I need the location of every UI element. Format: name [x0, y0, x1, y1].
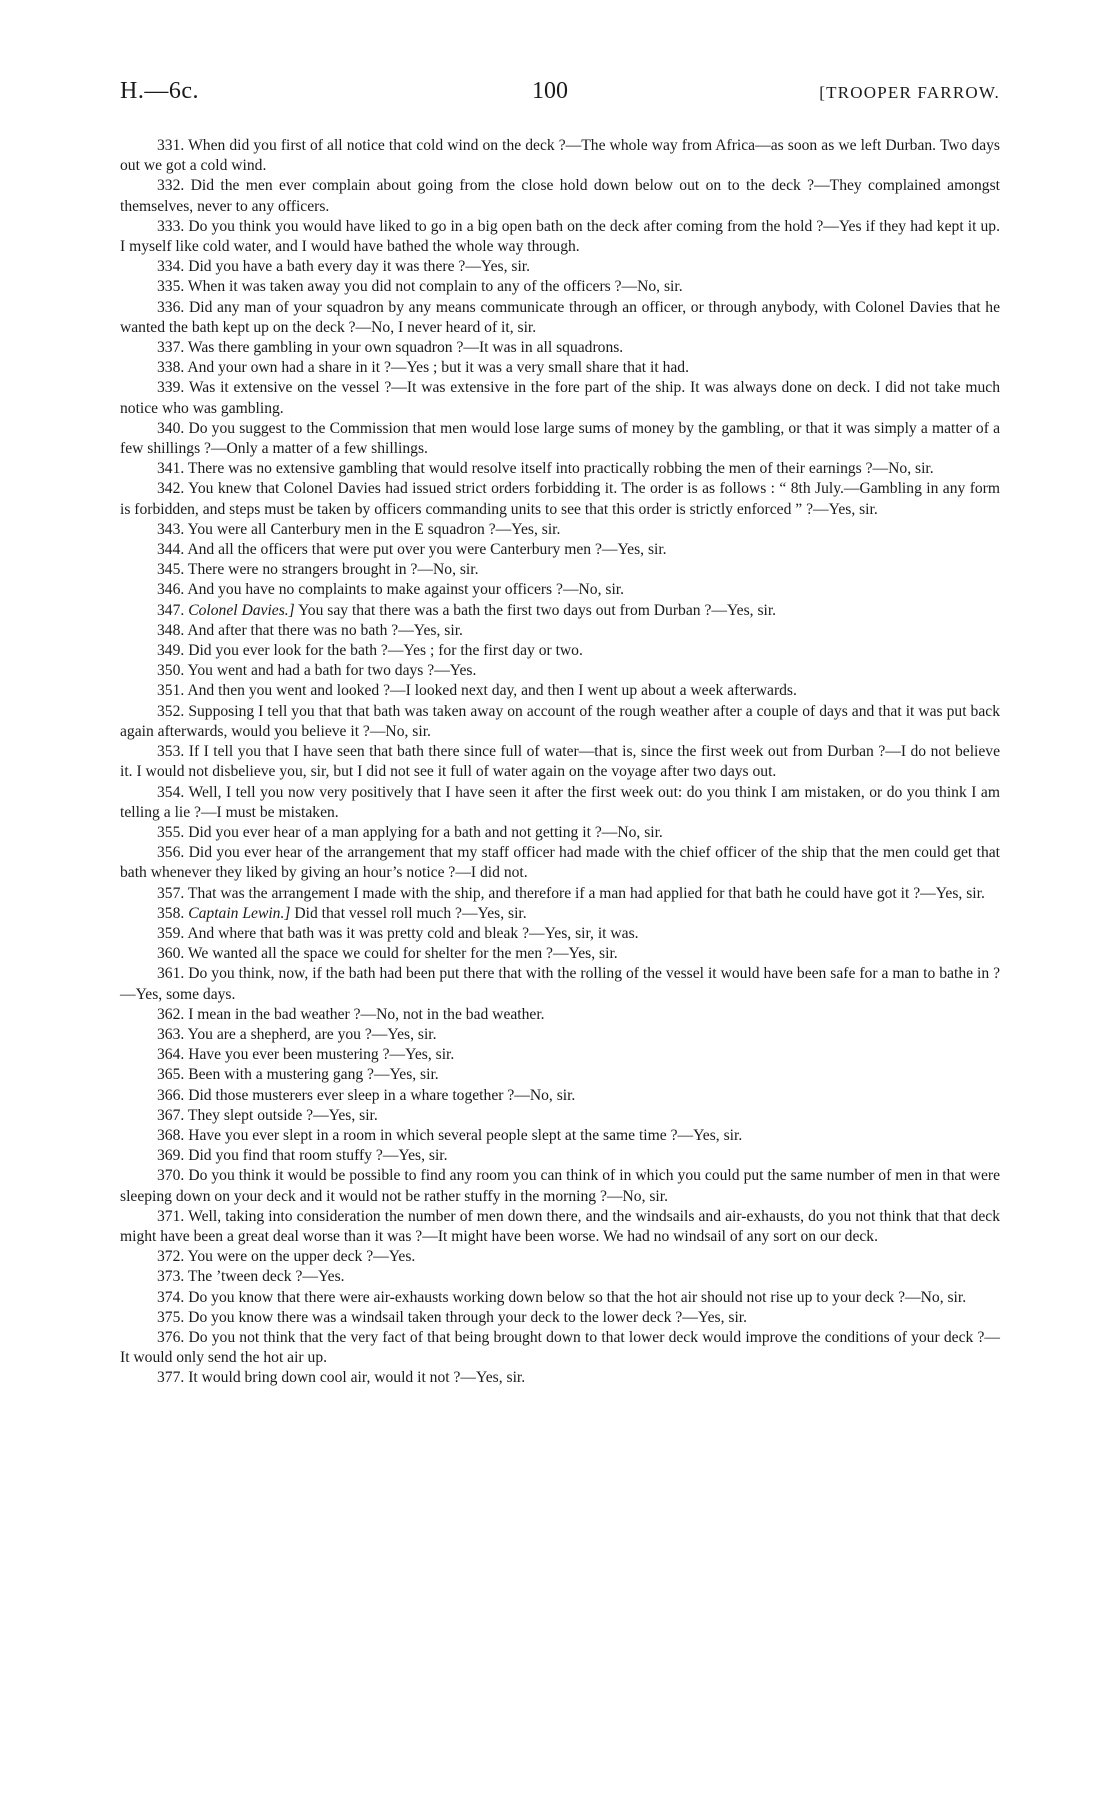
question-number: 332. [157, 177, 185, 195]
question-answer-text: And you have no complaints to make against your officers ?—No, sir. [187, 581, 625, 599]
question-answer-text: Did any man of your squadron by any means communicate through an officer, or through anybody, with Colonel Davies that he wanted the bath kept up on the deck ?—No, I never heard of it, sir. [120, 298, 1000, 336]
question-answer-text: Did you have a bath every day it was there ?—Yes, sir. [188, 258, 531, 276]
testimony-paragraph [120, 580, 1000, 600]
question-number: 355. [157, 823, 185, 841]
testimony-paragraph [120, 358, 1000, 378]
question-answer-text: You say that there was a bath the first two days out from Durban ?—Yes, sir. [298, 601, 777, 619]
question-answer-text: Been with a mustering gang ?—Yes, sir. [188, 1066, 439, 1084]
testimony-paragraph [120, 1126, 1000, 1146]
testimony-paragraph [120, 843, 1000, 883]
question-answer-text: Did you find that room stuffy ?—Yes, sir. [188, 1147, 448, 1165]
testimony-paragraph [120, 1086, 1000, 1106]
question-number: 369. [157, 1147, 185, 1165]
question-number: 361. [157, 965, 185, 983]
question-answer-text: Well, taking into consideration the number of men down there, and the windsails and air-exhausts, do you not think that that deck might have been a great deal worse than it was ?—It might have been worse. We had no windsail of any sort on our deck. [120, 1207, 1001, 1245]
question-answer-text: And then you went and looked ?—I looked next day, and then I went up about a week afterwards. [187, 682, 797, 700]
testimony-paragraph [120, 378, 1000, 418]
testimony-paragraph [120, 884, 1000, 904]
testimony-paragraph [120, 601, 1000, 621]
testimony-paragraph [120, 1005, 1000, 1025]
question-number: 341. [157, 460, 185, 478]
testimony-paragraph [120, 1328, 1000, 1368]
question-number: 373. [157, 1268, 185, 1286]
testimony-paragraph [120, 964, 1000, 1004]
testimony-paragraph [120, 338, 1000, 358]
question-number: 359. [157, 924, 185, 942]
question-answer-text: Have you ever been mustering ?—Yes, sir. [188, 1046, 455, 1064]
question-answer-text: When it was taken away you did not complain to any of the officers ?—No, sir. [187, 278, 683, 296]
testimony-paragraph [120, 176, 1000, 216]
question-number: 346. [157, 581, 185, 599]
document-page [120, 78, 1000, 1389]
question-number: 340. [157, 419, 185, 437]
question-answer-text: You are a shepherd, are you ?—Yes, sir. [187, 1025, 437, 1043]
question-answer-text: Did the men ever complain about going from the close hold down below out on to the deck ?—They complained amongst themselves, never to any officers. [120, 177, 1000, 215]
question-answer-text: You were on the upper deck ?—Yes. [187, 1248, 416, 1266]
question-number: 350. [157, 662, 185, 680]
question-answer-text: Supposing I tell you that that bath was taken away on account of the rough weather after a couple of days and that it was put back again afterwards, would you believe it ?—No, sir. [120, 702, 1000, 740]
question-answer-text: When did you first of all notice that cold wind on the deck ?—The whole way from Africa—as soon as we left Durban. Two days out we got a cold wind. [120, 137, 1000, 175]
testimony-paragraph [120, 419, 1000, 459]
question-number: 364. [157, 1046, 185, 1064]
testimony-paragraph [120, 459, 1000, 479]
testimony-paragraph [120, 540, 1000, 560]
document-reference: H.—6c. [120, 78, 199, 104]
question-number: 372. [157, 1248, 185, 1266]
testimony-paragraph [120, 257, 1000, 277]
question-number: 338. [157, 359, 185, 377]
question-number: 334. [157, 258, 185, 276]
question-number: 360. [157, 945, 185, 963]
question-answer-text: Did those musterers ever sleep in a whare together ?—No, sir. [188, 1086, 576, 1104]
testimony-paragraph [120, 560, 1000, 580]
question-number: 367. [157, 1106, 185, 1124]
question-number: 358. [157, 904, 185, 922]
question-number: 363. [157, 1025, 185, 1043]
testimony-paragraph [120, 702, 1000, 742]
testimony-paragraph [120, 217, 1000, 257]
testimony-paragraph [120, 681, 1000, 701]
question-number: 344. [157, 541, 185, 559]
testimony-paragraph [120, 1106, 1000, 1126]
testimony-paragraph [120, 1368, 1000, 1388]
question-answer-text: Do you think you would have liked to go in a big open bath on the deck after coming from the hold ?—Yes if they had kept it up. I myself like cold water, and I would have bathed the whole way through. [120, 217, 1001, 256]
testimony-paragraph [120, 944, 1000, 964]
question-answer-text: They slept outside ?—Yes, sir. [187, 1106, 378, 1124]
question-answer-text: It would bring down cool air, would it not ?—Yes, sir. [188, 1369, 526, 1387]
question-answer-text: And all the officers that were put over you were Canterbury men ?—Yes, sir. [187, 541, 667, 559]
question-answer-text: There was no extensive gambling that would resolve itself into practically robbing the men of their earnings ?—No, sir. [187, 460, 934, 478]
question-number: 336. [157, 298, 185, 316]
question-answer-text: Did that vessel roll much ?—Yes, sir. [294, 904, 527, 922]
question-answer-text: I mean in the bad weather ?—No, not in the bad weather. [188, 1005, 545, 1023]
question-number: 366. [157, 1086, 185, 1104]
section-title: [TROOPER FARROW. [819, 83, 1000, 102]
question-number: 351. [157, 682, 185, 700]
question-number: 331. [157, 137, 185, 154]
question-answer-text: Have you ever slept in a room in which several people slept at the same time ?—Yes, sir. [188, 1126, 743, 1144]
testimony-paragraph [120, 1247, 1000, 1267]
testimony-paragraph [120, 1166, 1000, 1206]
question-answer-text: And your own had a share in it ?—Yes ; but it was a very small share that it had. [187, 359, 689, 377]
question-answer-text: Was it extensive on the vessel ?—It was extensive in the fore part of the ship. It was always done on deck. I did not take much notice who was gambling. [120, 379, 1000, 417]
question-number: 343. [157, 520, 185, 538]
testimony-paragraph [120, 742, 1000, 782]
testimony-paragraph [120, 621, 1000, 641]
question-answer-text: Did you ever hear of the arrangement that my staff officer had made with the chief officer of the ship that the men could get that bath whenever they liked by giving an hour’s notice ?—I did not. [120, 844, 1000, 882]
testimony-paragraph [120, 479, 1000, 519]
testimony-paragraph [120, 1267, 1000, 1287]
question-answer-text: You went and had a bath for two days ?—Yes. [187, 662, 477, 680]
question-number: 365. [157, 1066, 185, 1084]
question-answer-text: Do you suggest to the Commission that men would lose large sums of money by the gambling, or that it was simply a matter of a few shillings ?—Only a matter of a few shillings. [120, 419, 1000, 458]
question-answer-text: The ’tween deck ?—Yes. [187, 1268, 345, 1286]
question-answer-text: And after that there was no bath ?—Yes, sir. [187, 621, 463, 639]
testimony-paragraph [120, 904, 1000, 924]
testimony-paragraph [120, 783, 1000, 823]
question-number: 374. [157, 1288, 185, 1306]
testimony-paragraph [120, 1308, 1000, 1328]
question-answer-text: Do you think it would be possible to find any room you can think of in which you could put the same number of men in that were sleeping down on your deck and it would not be rather stuffy in the morning ?—No, sir. [120, 1167, 1000, 1205]
question-number: 353. [157, 743, 185, 761]
testimony-paragraph [120, 1065, 1000, 1085]
question-answer-text: Do you not think that the very fact of that being brought down to that lower deck would improve the conditions of your deck ?—It would only send the hot air up. [120, 1328, 1000, 1367]
question-number: 342. [157, 480, 185, 498]
question-answer-text: There were no strangers brought in ?—No, sir. [187, 561, 479, 579]
question-number: 368. [157, 1126, 185, 1144]
question-number: 345. [157, 561, 185, 579]
testimony-paragraph [120, 298, 1000, 338]
question-number: 371. [157, 1207, 185, 1225]
question-number: 377. [157, 1369, 185, 1387]
question-number: 370. [157, 1167, 185, 1185]
question-answer-text: Did you ever look for the bath ?—Yes ; for the first day or two. [188, 642, 583, 660]
question-number: 362. [157, 1005, 185, 1023]
question-number: 354. [157, 783, 185, 801]
question-number: 356. [157, 844, 185, 862]
testimony-paragraph [120, 1207, 1000, 1247]
testimony-body [120, 136, 1000, 1389]
testimony-paragraph [120, 520, 1000, 540]
testimony-paragraph [120, 641, 1000, 661]
testimony-paragraph [120, 1146, 1000, 1166]
question-answer-text: Do you think, now, if the bath had been put there that with the rolling of the vessel it would have been safe for a man to bathe in ?—Yes, some days. [120, 965, 1001, 1003]
testimony-paragraph [120, 1288, 1000, 1308]
speaker-label: Captain Lewin.] [188, 904, 291, 922]
testimony-paragraph [120, 277, 1000, 297]
question-answer-text: That was the arrangement I made with the ship, and therefore if a man had applied for that bath he could have got it ?—Yes, sir. [187, 884, 985, 902]
question-answer-text: Well, I tell you now very positively that I have seen it after the first week out: do you think I am mistaken, or do you think I am telling a lie ?—I must be mistaken. [120, 783, 1000, 821]
question-answer-text: You knew that Colonel Davies had issued strict orders forbidding it. The order is as follows : “ 8th July.—Gambling in any form is forbidden, and steps must be taken by officers commanding units to see that this order is strictly enforced ” ?—Yes, sir. [120, 480, 1001, 518]
question-number: 352. [157, 702, 185, 720]
question-number: 333. [157, 217, 185, 235]
question-number: 339. [157, 379, 185, 397]
question-answer-text: You were all Canterbury men in the E squadron ?—Yes, sir. [187, 520, 561, 538]
question-number: 357. [157, 884, 185, 902]
question-answer-text: And where that bath was it was pretty cold and bleak ?—Yes, sir, it was. [187, 924, 639, 942]
question-number: 348. [157, 621, 185, 639]
page-header [120, 78, 1000, 114]
question-number: 375. [157, 1308, 185, 1326]
question-answer-text: If I tell you that I have seen that bath there since full of water—that is, since the first week out from Durban ?—I do not believe it. I would not disbelieve you, sir, but I did not see it full of water again on the voyage after two days out. [120, 743, 1000, 781]
question-number: 376. [157, 1328, 185, 1346]
question-answer-text: Do you know that there were air-exhausts working down below so that the hot air should not rise up to your deck ?—No, sir. [188, 1288, 967, 1306]
question-answer-text: Do you know there was a windsail taken through your deck to the lower deck ?—Yes, sir. [188, 1308, 748, 1326]
question-answer-text: Was there gambling in your own squadron ?—It was in all squadrons. [187, 339, 624, 357]
testimony-paragraph [120, 823, 1000, 843]
question-answer-text: We wanted all the space we could for shelter for the men ?—Yes, sir. [187, 945, 618, 963]
testimony-paragraph [120, 661, 1000, 681]
question-answer-text: Did you ever hear of a man applying for a bath and not getting it ?—No, sir. [188, 823, 663, 841]
question-number: 349. [157, 642, 185, 660]
speaker-label: Colonel Davies.] [188, 601, 295, 619]
testimony-paragraph [120, 1025, 1000, 1045]
question-number: 335. [157, 278, 185, 296]
page-number: 100 [532, 78, 568, 104]
testimony-paragraph [120, 924, 1000, 944]
testimony-paragraph [120, 136, 1000, 176]
testimony-paragraph [120, 1045, 1000, 1065]
question-number: 347. [157, 601, 185, 619]
question-number: 337. [157, 339, 185, 357]
